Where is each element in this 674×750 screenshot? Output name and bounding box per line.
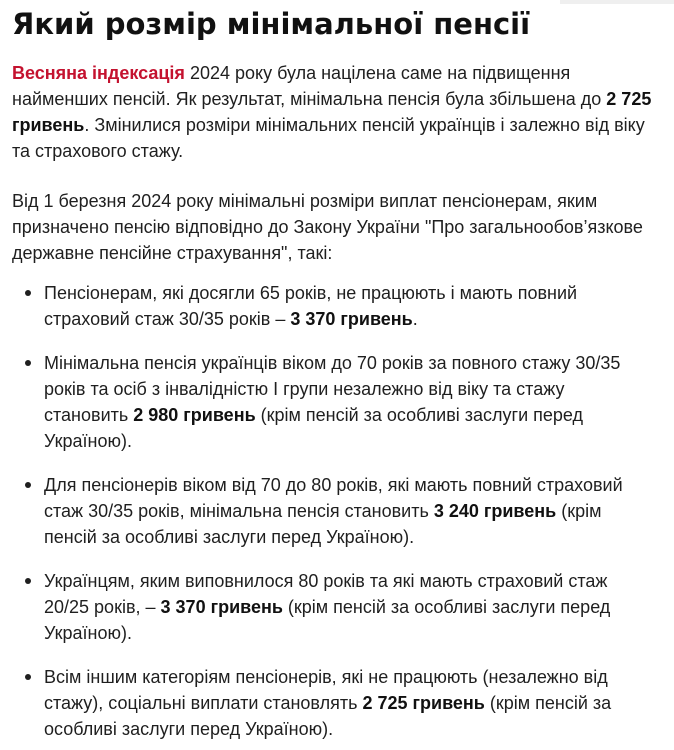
list-item-text: Мінімальна пенсія українців віком до 70 років за повного стажу 30/35 років та осіб з інвалідністю I групи незалежно від віку та стажу становить bbox=[44, 353, 621, 425]
list-item-amount: 3 370 гривень bbox=[290, 309, 413, 329]
list-item bbox=[12, 664, 652, 742]
list-item-amount: 2 980 гривень bbox=[133, 405, 256, 425]
article-heading: Який розмір мінімальної пенсії bbox=[12, 7, 531, 41]
list-item-text: Українцям, яким виповнилося 80 років та які мають страховий стаж 20/25 років, – bbox=[44, 571, 608, 617]
list-item bbox=[12, 568, 652, 646]
list-item-amount: 3 370 гривень bbox=[160, 597, 283, 617]
list-item-text: Для пенсіонерів віком від 70 до 80 років, які мають повний страховий стаж 30/35 років, мінімальна пенсія становить bbox=[44, 475, 623, 521]
list-item-text-end: (крім пенсій за особливі заслуги перед Україною). bbox=[44, 693, 612, 739]
list-item-text-end: . bbox=[412, 309, 418, 329]
march-paragraph: Від 1 березня 2024 року мінімальні розміри виплат пенсіонерам, яким призначено пенсію відповідно до Закону України "Про загальнообов’язкове державне пенсійне страхування", такі: bbox=[12, 191, 643, 263]
intro-paragraph bbox=[12, 60, 652, 164]
list-item-text: Пенсіонерам, які досягли 65 років, не працюють і мають повний страховий стаж 30/35 років – bbox=[44, 283, 578, 329]
list-item-text-end: (крім пенсій за особливі заслуги перед Україною). bbox=[44, 501, 602, 547]
spring-indexation-link[interactable]: Весняна індексація bbox=[12, 63, 185, 83]
list-item-text-end: (крім пенсій за особливі заслуги перед Україною). bbox=[44, 597, 611, 643]
list-item-amount: 3 240 гривень bbox=[433, 501, 557, 521]
list-item bbox=[12, 350, 652, 454]
intro-amount: 2 725 гривень bbox=[12, 89, 652, 135]
list-item-amount: 2 725 гривень bbox=[362, 693, 485, 713]
list-item bbox=[12, 280, 652, 332]
intro-text-1: 2024 року була націлена саме на підвищення найменших пенсій. Як результат, мінімальна пенсія була збільшена до bbox=[12, 63, 607, 109]
list-item-text: Всім іншим категоріям пенсіонерів, які не працюють (незалежно від стажу), соціальні виплати становлять bbox=[44, 667, 608, 713]
pension-list bbox=[12, 280, 652, 742]
list-item-text-end: (крім пенсій за особливі заслуги перед Україною). bbox=[44, 405, 584, 451]
list-item bbox=[12, 472, 652, 550]
intro-text-2: . Змінилися розміри мінімальних пенсій українців і залежно від віку та страхового стажу. bbox=[12, 115, 645, 161]
top-edge-shade bbox=[560, 0, 674, 4]
